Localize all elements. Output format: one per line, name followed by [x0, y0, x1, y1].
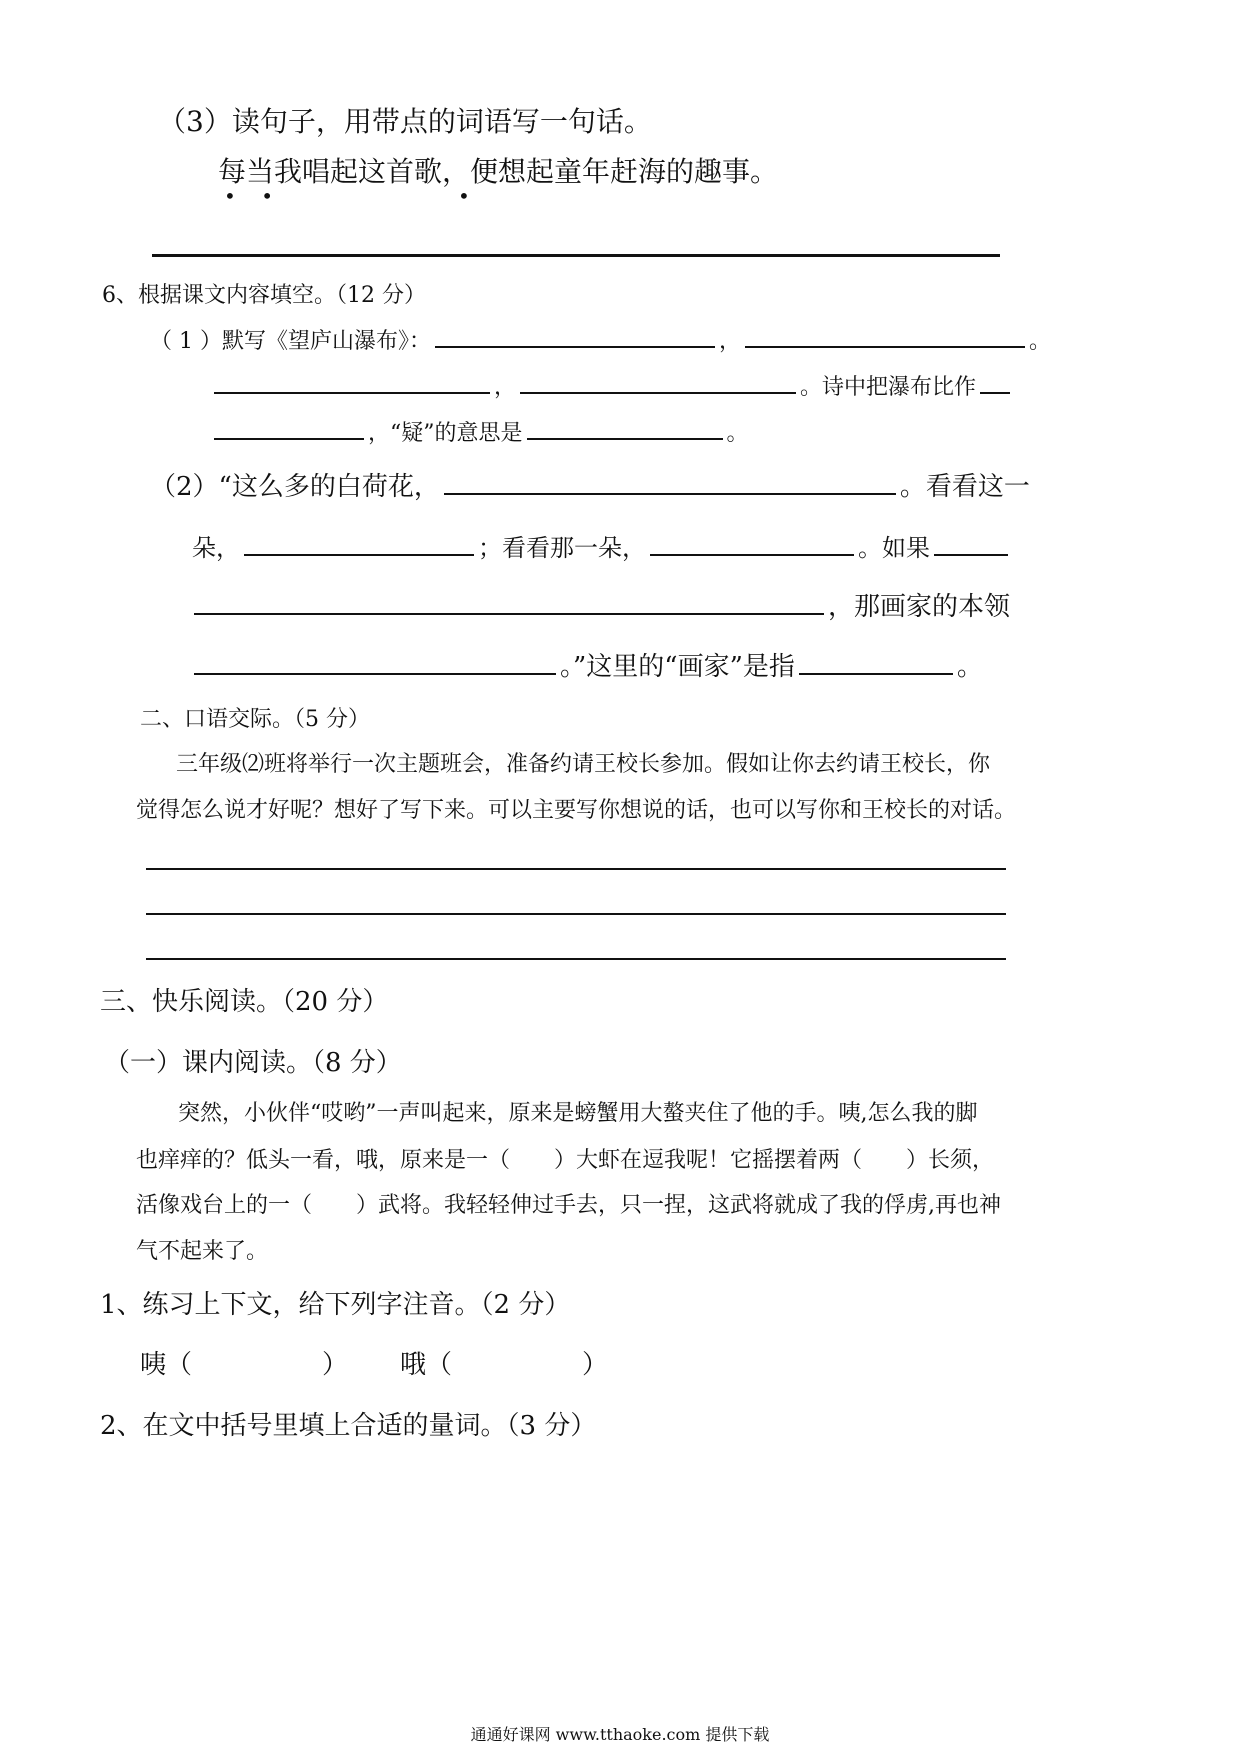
- q6-p2-refers: 。”这里的“画家”是指: [560, 652, 795, 682]
- blank[interactable]: [194, 672, 556, 675]
- q6-p1-mid: 。诗中把瀑布比作: [800, 375, 977, 400]
- blank[interactable]: [650, 553, 854, 556]
- blank[interactable]: [799, 672, 953, 675]
- sec3-q1-b: 哦（ ）: [400, 1350, 609, 1380]
- answer-line[interactable]: [146, 868, 1006, 870]
- blank[interactable]: [214, 391, 490, 394]
- emphasis-dots: •: [458, 184, 470, 208]
- sec2-text-1: 三年级⑵班将举行一次主题班会，准备约请王校长参加。假如让你去约请王校长，你: [176, 752, 991, 777]
- sec3-q1-a: 咦（ ）: [140, 1350, 349, 1380]
- answer-line[interactable]: [146, 913, 1006, 915]
- blank[interactable]: [444, 492, 896, 495]
- q3-sentence: 每当我唱起这首歌，便想起童年赶海的趣事。: [218, 155, 779, 188]
- sec3-q1: 1、练习上下文，给下列字注音。（2 分）: [100, 1290, 571, 1320]
- q6-p2-painter: ，那画家的本领: [828, 592, 1011, 622]
- q6-p1-intro: （ 1 ）默写《望庐山瀑布》：: [150, 329, 431, 354]
- q6-p2-semi: ；看看那一朵，: [478, 534, 646, 562]
- sec2-title: 二、口语交际。（5 分）: [140, 707, 370, 732]
- q6-p2-ruguo: 。如果: [858, 534, 930, 562]
- punct: 。: [726, 421, 749, 446]
- q6-p2-line3: [190, 594, 1010, 620]
- footer: 通通好课网 www.tthaoke.com 提供下载: [470, 1725, 770, 1744]
- blank[interactable]: [244, 553, 474, 556]
- q6-p2-start: （2）“这么多的白荷花，: [150, 472, 440, 502]
- q6-p1-line1: [150, 331, 1051, 353]
- sec2-text-2: 觉得怎么说才好呢？想好了写下来。可以主要写你想说的话，也可以写你和王校长的对话。: [136, 798, 1017, 823]
- q6-p2-line1: [150, 474, 1030, 500]
- q6-p2-see-this: 。看看这一: [899, 472, 1030, 502]
- blank[interactable]: [980, 391, 1010, 394]
- punct: 。: [956, 652, 983, 682]
- punct: ，: [494, 375, 517, 400]
- q6-title: 6、根据课文内容填空。（12 分）: [102, 283, 426, 308]
- passage-line-2: 也痒痒的？低头一看，哦，原来是一（ ）大虾在逗我呢！它摇摆着两（ ）长须，: [136, 1148, 995, 1173]
- q6-p1-line3: [210, 423, 749, 445]
- blank[interactable]: [527, 437, 723, 440]
- sec3-q2: 2、在文中括号里填上合适的量词。（3 分）: [100, 1411, 597, 1441]
- answer-line[interactable]: [152, 254, 1000, 257]
- blank[interactable]: [745, 345, 1025, 348]
- passage-line-3: 活像戏台上的一（ ）武将。我轻轻伸过手去，只一捏，这武将就成了我的俘虏,再也神: [136, 1193, 1001, 1218]
- punct: 。: [1029, 329, 1052, 354]
- blank[interactable]: [520, 391, 796, 394]
- blank[interactable]: [435, 345, 715, 348]
- passage-line-1: 突然，小伙伴“哎哟”一声叫起来，原来是螃蟹用大螯夹住了他的手。咦,怎么我的脚: [178, 1101, 978, 1126]
- passage-line-4: 气不起来了。: [136, 1239, 269, 1264]
- punct: ，: [718, 329, 741, 354]
- sec3-title: 三、快乐阅读。（20 分）: [100, 987, 389, 1017]
- blank[interactable]: [934, 553, 1008, 556]
- emphasis-dots: • •: [224, 184, 274, 208]
- q3-label: （3）读句子，用带点的词语写一句话。: [158, 105, 652, 138]
- sec3-sub1: （一）课内阅读。（8 分）: [104, 1048, 402, 1078]
- q6-p2-line2: [192, 536, 1012, 560]
- q6-p2-line4: [190, 654, 983, 680]
- q6-p1-line2: [210, 377, 1014, 399]
- blank[interactable]: [194, 612, 824, 615]
- answer-line[interactable]: [146, 958, 1006, 960]
- q6-p2-duo: 朵，: [192, 534, 240, 562]
- q6-p1-yi: ，“疑”的意思是: [368, 421, 523, 446]
- blank[interactable]: [214, 437, 364, 440]
